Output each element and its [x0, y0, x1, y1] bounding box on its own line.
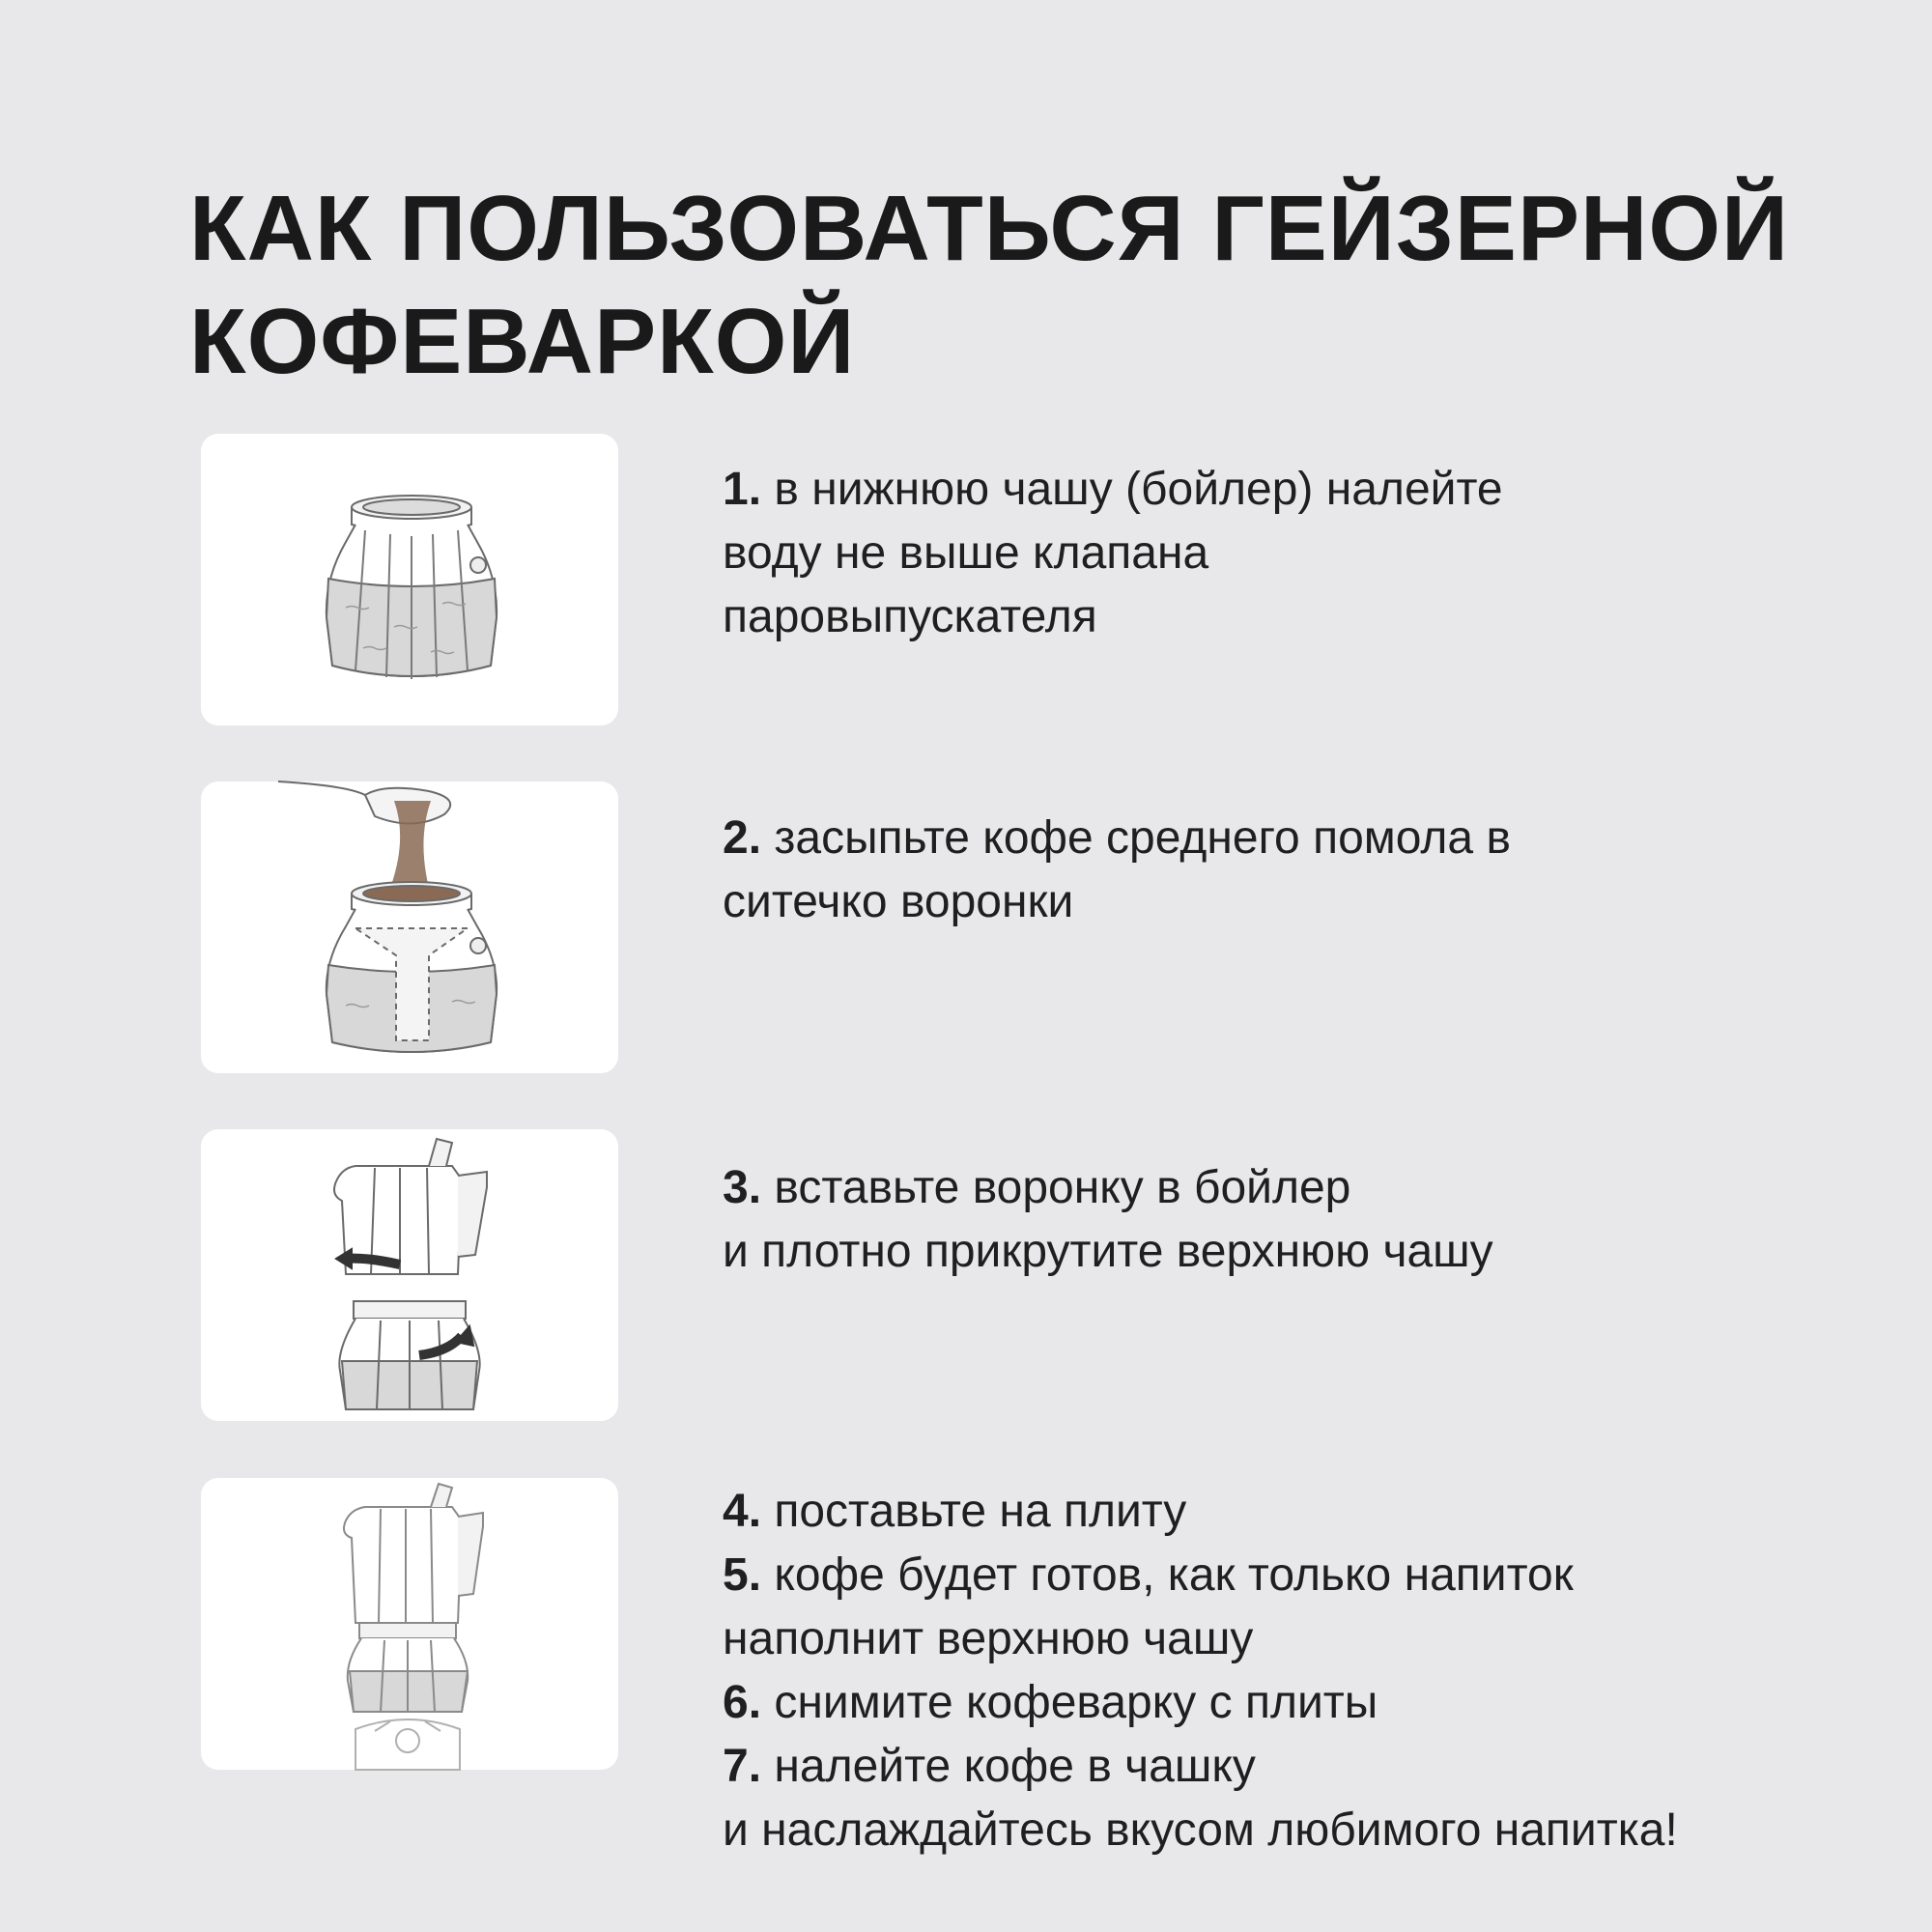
- step-number: 7.: [723, 1741, 762, 1792]
- step-text-line: налейте кофе в чашку: [761, 1741, 1256, 1792]
- step-text-line: и плотно прикрутите верхнюю чашу: [723, 1226, 1493, 1277]
- step-3-line-2: [723, 1220, 1882, 1284]
- screwing-moka-pot-icon: [201, 1129, 618, 1421]
- step-text-line: засыпьте кофе среднего помола в: [761, 812, 1511, 864]
- step-1-line-2: [723, 522, 1882, 585]
- step-3-text: [723, 1156, 1882, 1284]
- step-text-line: наполнит верхнюю чашу: [723, 1613, 1254, 1664]
- step-3-line-1: [723, 1156, 1882, 1220]
- step-1-line-3: [723, 585, 1882, 649]
- step-text-line: снимите кофеварку с плиты: [761, 1677, 1378, 1728]
- step-1-line-1: [723, 458, 1882, 522]
- page-title-line-1: КАК ПОЛЬЗОВАТЬСЯ ГЕЙЗЕРНОЙ: [189, 177, 1789, 280]
- page-title: [189, 172, 1832, 398]
- step-number: 6.: [723, 1677, 762, 1728]
- step-4-7-text: [723, 1480, 1882, 1862]
- step-text-line: поставьте на плиту: [761, 1486, 1187, 1537]
- page-title-line-2: КОФЕВАРКОЙ: [189, 290, 856, 393]
- step-text-line: воду не выше клапана: [723, 527, 1209, 579]
- step-text-line: ситечко воронки: [723, 876, 1074, 927]
- step-number: 2.: [723, 812, 762, 864]
- step-text-line: вставьте воронку в бойлер: [761, 1162, 1351, 1213]
- step-number: 5.: [723, 1549, 762, 1601]
- step-3-illustration-card: [201, 1129, 618, 1421]
- step-2-text: [723, 807, 1882, 934]
- step-text-line: кофе будет готов, как только напиток: [761, 1549, 1574, 1601]
- step-number: 4.: [723, 1486, 762, 1537]
- step-1-illustration-card: [201, 434, 618, 725]
- step-2-line-2: [723, 870, 1882, 934]
- step-text-line: в нижнюю чашу (бойлер) налейте: [761, 464, 1503, 515]
- step-7-line-2: [723, 1799, 1882, 1862]
- step-4-line: [723, 1480, 1882, 1544]
- step-5-line-2: [723, 1607, 1882, 1671]
- spoon-pouring-coffee-icon: [201, 781, 618, 1073]
- moka-pot-on-stove-icon: [201, 1478, 618, 1770]
- step-number: 1.: [723, 464, 762, 515]
- step-text-line: паровыпускателя: [723, 591, 1097, 642]
- step-6-line: [723, 1671, 1882, 1735]
- step-text-line: и наслаждайтесь вкусом любимого напитка!: [723, 1804, 1678, 1856]
- step-2-illustration-card: [201, 781, 618, 1073]
- step-2-line-1: [723, 807, 1882, 870]
- step-1-text: [723, 458, 1882, 649]
- step-4-illustration-card: [201, 1478, 618, 1770]
- step-5-line-1: [723, 1544, 1882, 1607]
- moka-boiler-with-water-icon: [201, 434, 618, 725]
- step-7-line-1: [723, 1735, 1882, 1799]
- step-number: 3.: [723, 1162, 762, 1213]
